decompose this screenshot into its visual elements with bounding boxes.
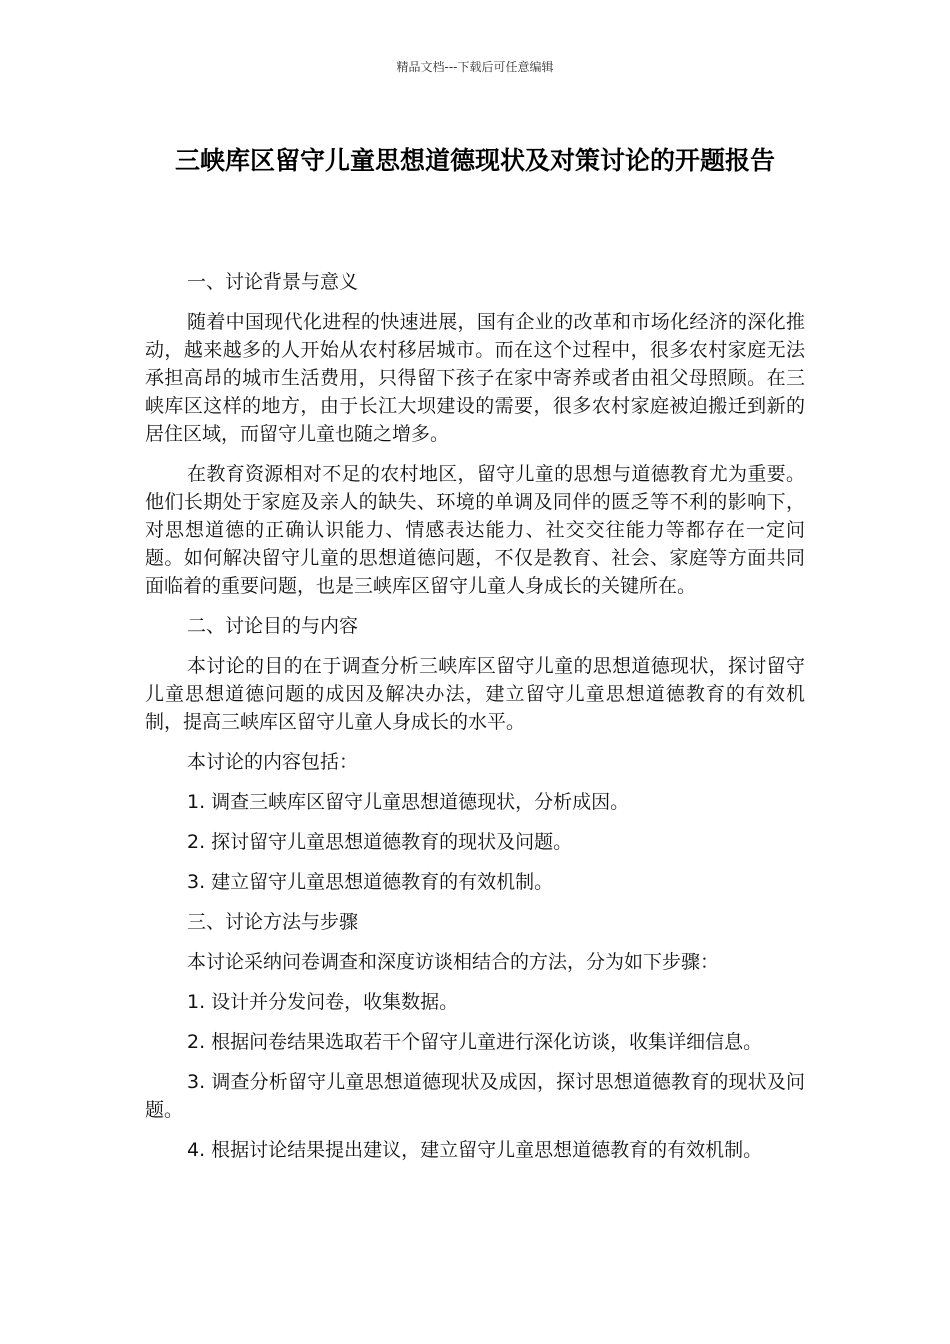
list-item: 3. 调查分析留守儿童思想道德现状及成因，探讨思想道德教育的现状及问题。 — [145, 1071, 805, 1121]
list-item: 4. 根据讨论结果提出建议，建立留守儿童思想道德教育的有效机制。 — [187, 1139, 763, 1161]
list-item: 3. 建立留守儿童思想道德教育的有效机制。 — [187, 871, 554, 893]
document-body — [145, 268, 805, 1176]
section-heading-3: 三、讨论方法与步骤 — [187, 911, 359, 933]
header-note: 精品文档---下载后可任意编辑 — [396, 60, 554, 74]
paragraph-background-1: 随着中国现代化进程的快速进展，国有企业的改革和市场化经济的深化推动，越来越多的人开始从农村移居城市。而在这个过程中，很多农村家庭无法承担高昂的城市生活费用，只得留下孩子在家中寄养或者由祖父母照顾。在三峡库区这样的地方，由于长江大坝建设的需要，很多农村家庭被迫搬迁到新的居住区域，而留守儿童也随之增多。 — [145, 311, 805, 445]
paragraph-purpose: 本讨论的目的在于调查分析三峡库区留守儿童的思想道德现状，探讨留守儿童思想道德问题的成因及解决办法，建立留守儿童思想道德教育的有效机制，提高三峡库区留守儿童人身成长的水平。 — [145, 655, 805, 733]
list-item: 2. 根据问卷结果选取若干个留守儿童进行深化访谈，收集详细信息。 — [187, 1031, 763, 1053]
document-title: 三峡库区留守儿童思想道德现状及对策讨论的开题报告 — [174, 146, 775, 175]
section-heading-1: 一、讨论背景与意义 — [187, 271, 359, 293]
paragraph-background-2: 在教育资源相对不足的农村地区，留守儿童的思想与道德教育尤为重要。他们长期处于家庭及亲人的缺失、环境的单调及同伴的匮乏等不利的影响下，对思想道德的正确认识能力、情感表达能力、社交交往能力等都存在一定问题。如何解决留守儿童的思想道德问题，不仅是教育、社会、家庭等方面共同面临着的重要问题，也是三峡库区留守儿童人身成长的关键所在。 — [145, 463, 805, 597]
section-heading-2: 二、讨论目的与内容 — [187, 615, 359, 637]
list-item: 1. 调查三峡库区留守儿童思想道德现状，分析成因。 — [187, 791, 630, 813]
list-item: 2. 探讨留守儿童思想道德教育的现状及问题。 — [187, 831, 573, 853]
list-item: 1. 设计并分发问卷，收集数据。 — [187, 991, 459, 1013]
paragraph-content-intro: 本讨论的内容包括： — [187, 751, 359, 773]
paragraph-method-intro: 本讨论采纳问卷调查和深度访谈相结合的方法，分为如下步骤： — [187, 951, 720, 973]
